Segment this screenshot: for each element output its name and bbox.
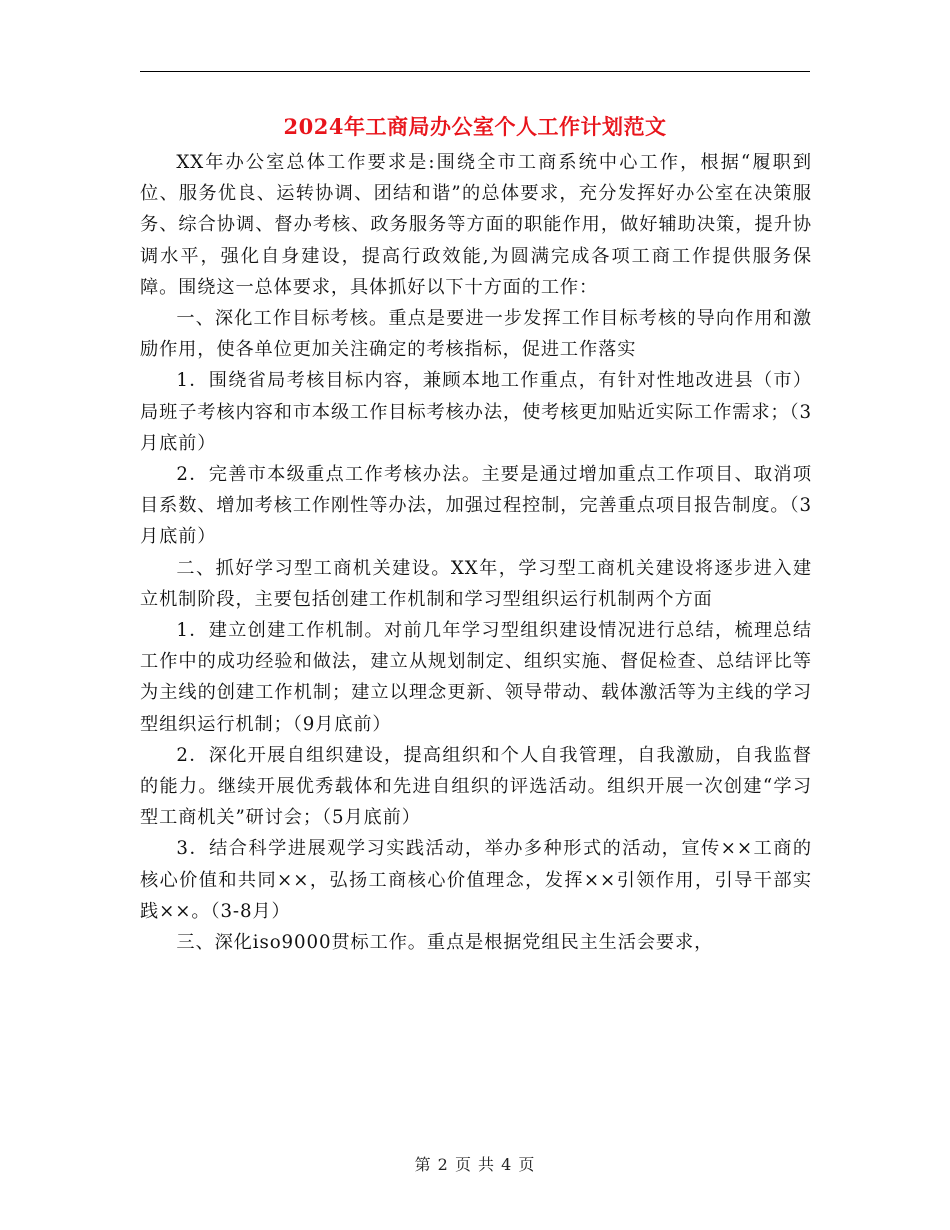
- document-title: 2024年工商局办公室个人工作计划范文: [283, 114, 667, 139]
- paragraph-item-1-2: 2．完善市本级重点工作考核办法。主要是通过增加重点工作项目、取消项目系数、增加考核工作刚性等办法，加强过程控制，完善重点项目报告制度。（3月底前）: [140, 464, 812, 548]
- paragraph-item-2-3: 3．结合科学进展观学习实践活动，举办多种形式的活动，宣传××工商的核心价值和共同××，弘扬工商核心价值理念，发挥××引领作用，引导干部实践××。（3-8月）: [140, 838, 812, 922]
- paragraph-section-3: 三、深化iso9000贯标工作。重点是根据党组民主生活会要求，: [176, 932, 714, 954]
- paragraph-item-2-2: 2．深化开展自组织建设，提高组织和个人自我管理，自我激励，自我监督的能力。继续开展优秀载体和先进自组织的评选活动。组织开展一次创建“学习型工商机关”研讨会；（5月底前）: [140, 744, 812, 829]
- page-number-footer: 第 2 页 共 4 页: [414, 1155, 536, 1174]
- header-divider: [140, 71, 810, 72]
- paragraph-section-2: 二、抓好学习型工商机关建设。XX年，学习型工商机关建设将逐步进入建立机制阶段，主要包括创建工作机制和学习型组织运行机制两个方面: [140, 557, 812, 610]
- paragraph-item-2-1: 1．建立创建工作机制。对前几年学习型组织建设情况进行总结，梳理总结工作中的成功经验和做法，建立从规划制定、组织实施、督促检查、总结评比等为主线的创建工作机制；建立以理念更新、领导带动、载体激活等为主线的学习型组织运行机制；（9月底前）: [140, 620, 812, 735]
- paragraph-section-1: 一、深化工作目标考核。重点是要进一步发挥工作目标考核的导向作用和激励作用，使各单位更加关注确定的考核指标，促进工作落实: [140, 308, 812, 361]
- document-body: [140, 147, 812, 958]
- paragraph-intro: XX年办公室总体工作要求是:围绕全市工商系统中心工作，根据“履职到位、服务优良、运转协调、团结和谐”的总体要求，充分发挥好办公室在决策服务、综合协调、督办考核、政务服务等方面的职能作用，做好辅助决策，提升协调水平，强化自身建设，提高行政效能,为圆满完成各项工商工作提供服务保障。围绕这一总体要求，具体抓好以下十方面的工作：: [140, 152, 812, 298]
- paragraph-item-1-1: 1．围绕省局考核目标内容，兼顾本地工作重点，有针对性地改进县（市）局班子考核内容和市本级工作目标考核办法，使考核更加贴近实际工作需求；（3月底前）: [140, 370, 812, 454]
